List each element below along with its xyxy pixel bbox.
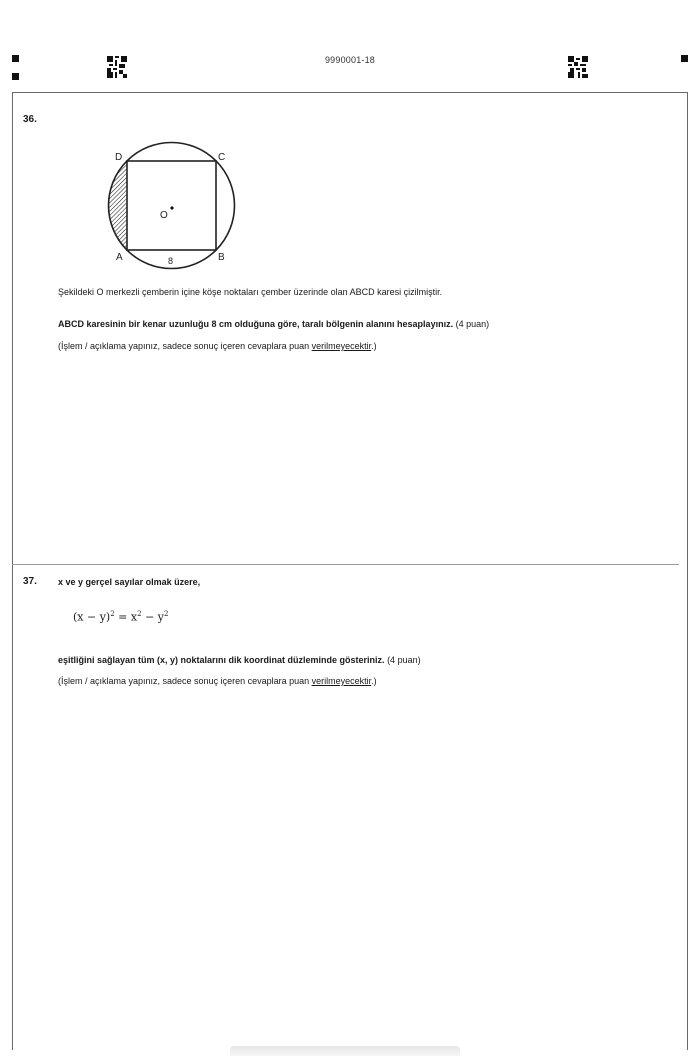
question-36-note-underlined: verilmeyecektir [311,341,372,351]
document-code: 9990001-18 [324,55,376,65]
question-37-note-underlined: verilmeyecektir [311,676,372,686]
scan-bottom-shadow [230,1046,460,1056]
question-37-note-suffix: .) [371,676,377,686]
label-o: O [160,210,168,221]
center-point-o [170,206,173,209]
question-37-task [58,655,421,665]
question-37-intro: x ve y gerçel sayılar olmak üzere, [58,577,201,587]
label-c: C [218,152,226,163]
question-37-number: 37. [23,576,37,587]
question-36-points: (4 puan) [453,319,490,329]
label-side-length: 8 [168,256,174,266]
formula-eq: = x [114,610,138,624]
formula-exp-3: 2 [164,610,169,618]
question-36-number: 36. [23,114,37,125]
formula-exp-1: 2 [110,610,115,618]
shaded-segment [109,161,127,250]
question-37-points: (4 puan) [384,655,421,665]
question-37-note-prefix: (İşlem / açıklama yapınız, sadece sonuç içeren cevaplara puan [58,676,312,686]
label-a: A [116,252,123,263]
label-b: B [218,252,225,263]
formula-left: (x − y) [73,610,111,624]
registration-mark-top-left-2 [12,73,19,80]
question-36-task [58,319,489,329]
question-36-note-suffix: .) [371,341,377,351]
circle-square-figure [100,140,250,270]
question-36-task-bold: ABCD karesinin bir kenar uzunluğu 8 cm olduğuna göre, taralı bölgenin alanını hesaplayınız. [58,319,454,329]
question-36-note [58,341,377,351]
question-37-formula [73,610,168,624]
label-d: D [115,152,123,163]
question-36-statement: Şekildeki O merkezli çemberin içine köşe noktaları çember üzerinde olan ABCD karesi çizilmiştir. [58,287,443,297]
formula-exp-2: 2 [137,610,142,618]
formula-minus: − y [141,610,165,624]
section-divider [12,564,679,565]
question-37-note [58,676,377,686]
square-abcd [127,161,216,250]
question-37-task-bold: eşitliğini sağlayan tüm (x, y) noktalarını dik koordinat düzleminde gösteriniz. [58,655,385,665]
question-36-note-prefix: (İşlem / açıklama yapınız, sadece sonuç içeren cevaplara puan [58,341,312,351]
